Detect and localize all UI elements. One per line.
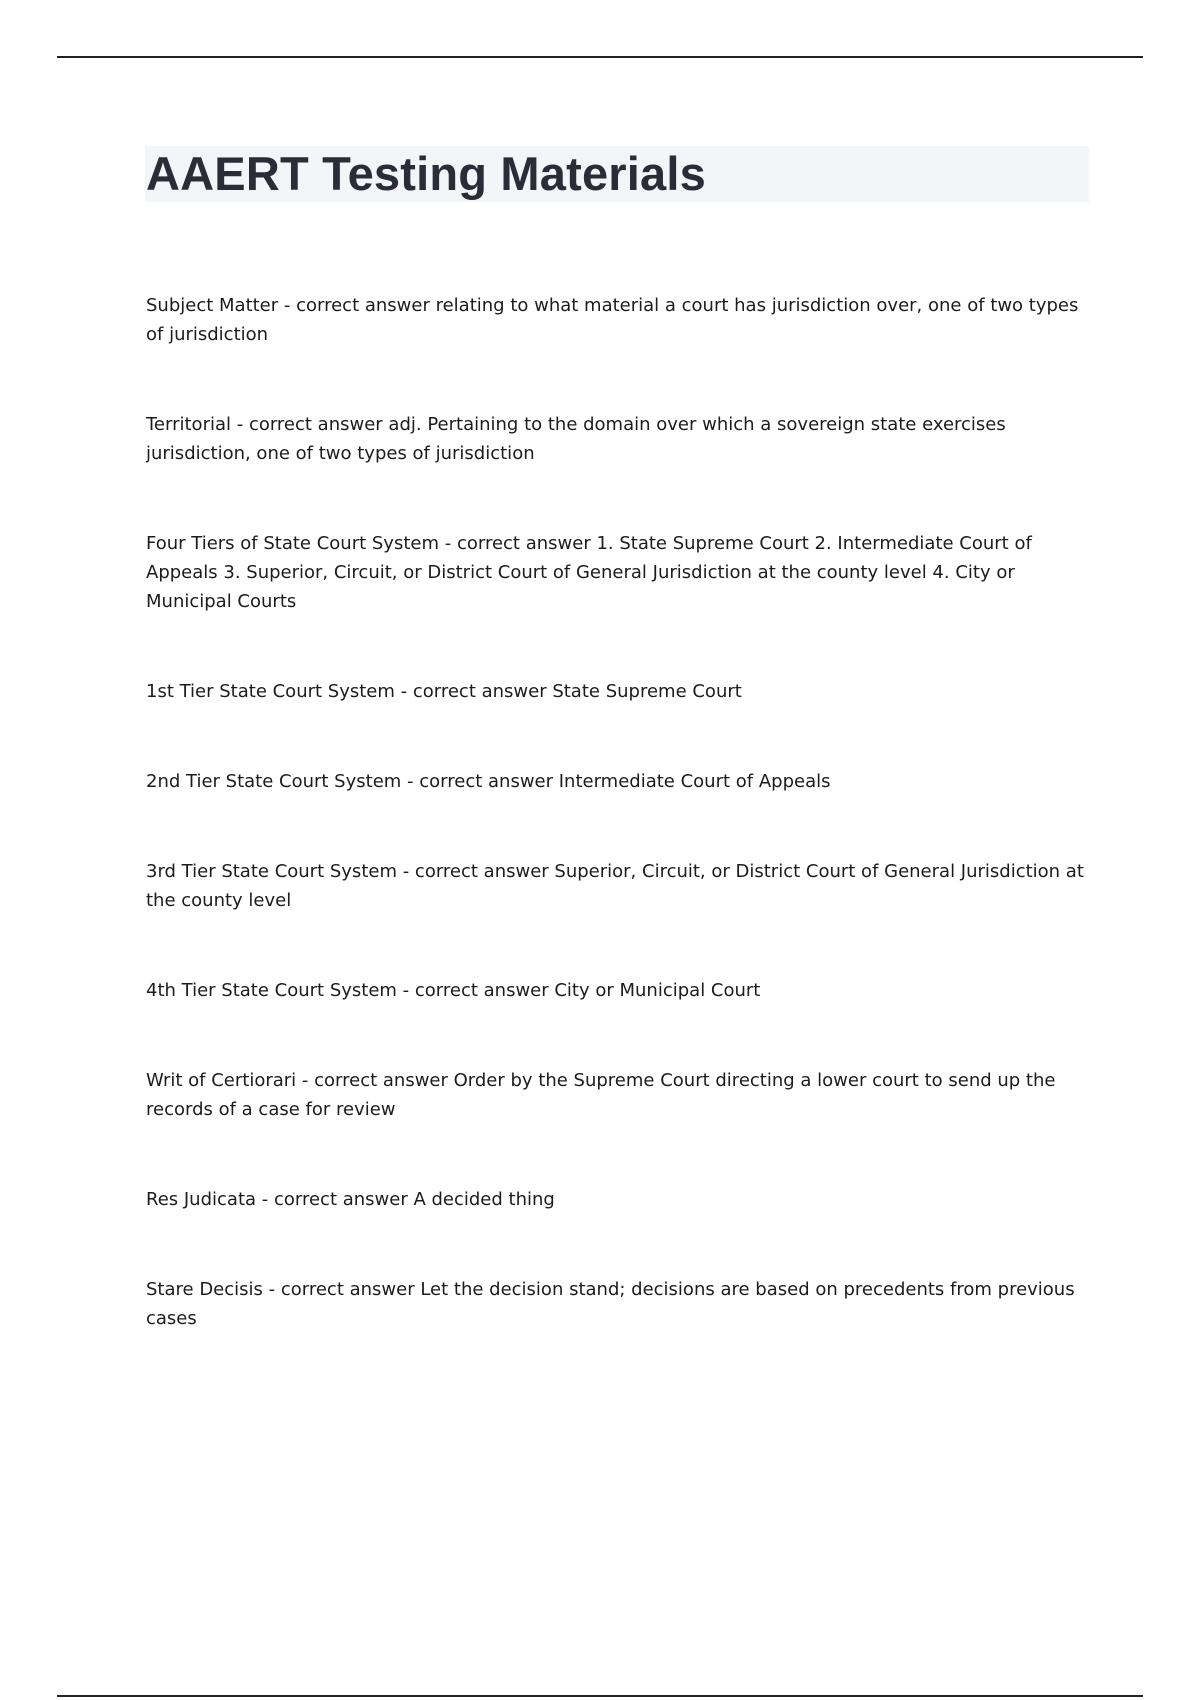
flashcard-term: 4th Tier State Court System [146, 980, 397, 1001]
flashcard-term: Writ of Certiorari [146, 1070, 297, 1091]
flashcard-answer: Let the decision stand; decisions are based on precedents from previous cases [146, 1279, 1075, 1329]
flashcard-item [146, 1275, 1086, 1333]
flashcard-item [146, 1066, 1086, 1124]
flashcard-item [146, 857, 1086, 915]
flashcard-answer: State Supreme Court [552, 681, 742, 702]
flashcard-item [146, 677, 1086, 706]
flashcard-answer: Superior, Circuit, or District Court of General Jurisdiction at the county level [146, 861, 1084, 911]
flashcard-term: Stare Decisis [146, 1279, 263, 1300]
answer-separator: - correct answer [278, 295, 436, 316]
answer-separator: - correct answer [256, 1189, 414, 1210]
flashcard-item [146, 291, 1086, 349]
answer-separator: - correct answer [439, 533, 597, 554]
flashcard-item [146, 529, 1086, 616]
flashcard-term: Four Tiers of State Court System [146, 533, 440, 554]
flashcard-list [146, 291, 1086, 1333]
flashcard-item [146, 1185, 1086, 1214]
flashcard-answer: Order by the Supreme Court directing a lower court to send up the records of a case for review [146, 1070, 1056, 1120]
answer-separator: - correct answer [396, 980, 555, 1001]
flashcard-answer: relating to what material a court has jurisdiction over, one of two types of jurisdiction [146, 295, 1079, 345]
answer-separator: - correct answer [396, 861, 555, 882]
bottom-divider [57, 1695, 1143, 1697]
flashcard-term: 2nd Tier State Court System [146, 771, 402, 792]
flashcard-item [146, 767, 1086, 796]
answer-separator: - correct answer [296, 1070, 454, 1091]
answer-separator: - correct answer [262, 1279, 421, 1300]
answer-separator: - correct answer [394, 681, 553, 702]
answer-separator: - correct answer [231, 414, 389, 435]
flashcard-term: Territorial [146, 414, 231, 435]
answer-separator: - correct answer [401, 771, 559, 792]
flashcard-item [146, 976, 1086, 1005]
flashcard-answer: 1. State Supreme Court 2. Intermediate Court of Appeals 3. Superior, Circuit, or District Court of General Jurisdiction at the county level 4. City or Municipal Courts [146, 533, 1032, 612]
flashcard-term: Res Judicata [146, 1189, 257, 1210]
flashcard-term: 1st Tier State Court System [146, 681, 395, 702]
flashcard-answer: adj. Pertaining to the domain over which a sovereign state exercises jurisdiction, one of two types of jurisdiction [146, 414, 1006, 464]
flashcard-answer: A decided thing [413, 1189, 555, 1210]
flashcard-answer: Intermediate Court of Appeals [558, 771, 831, 792]
flashcard-answer: City or Municipal Court [554, 980, 761, 1001]
flashcard-term: Subject Matter [146, 295, 279, 316]
flashcard-item [146, 410, 1086, 468]
page-title: AAERT Testing Materials [146, 147, 706, 200]
top-divider [57, 56, 1143, 58]
flashcard-term: 3rd Tier State Court System [146, 861, 397, 882]
